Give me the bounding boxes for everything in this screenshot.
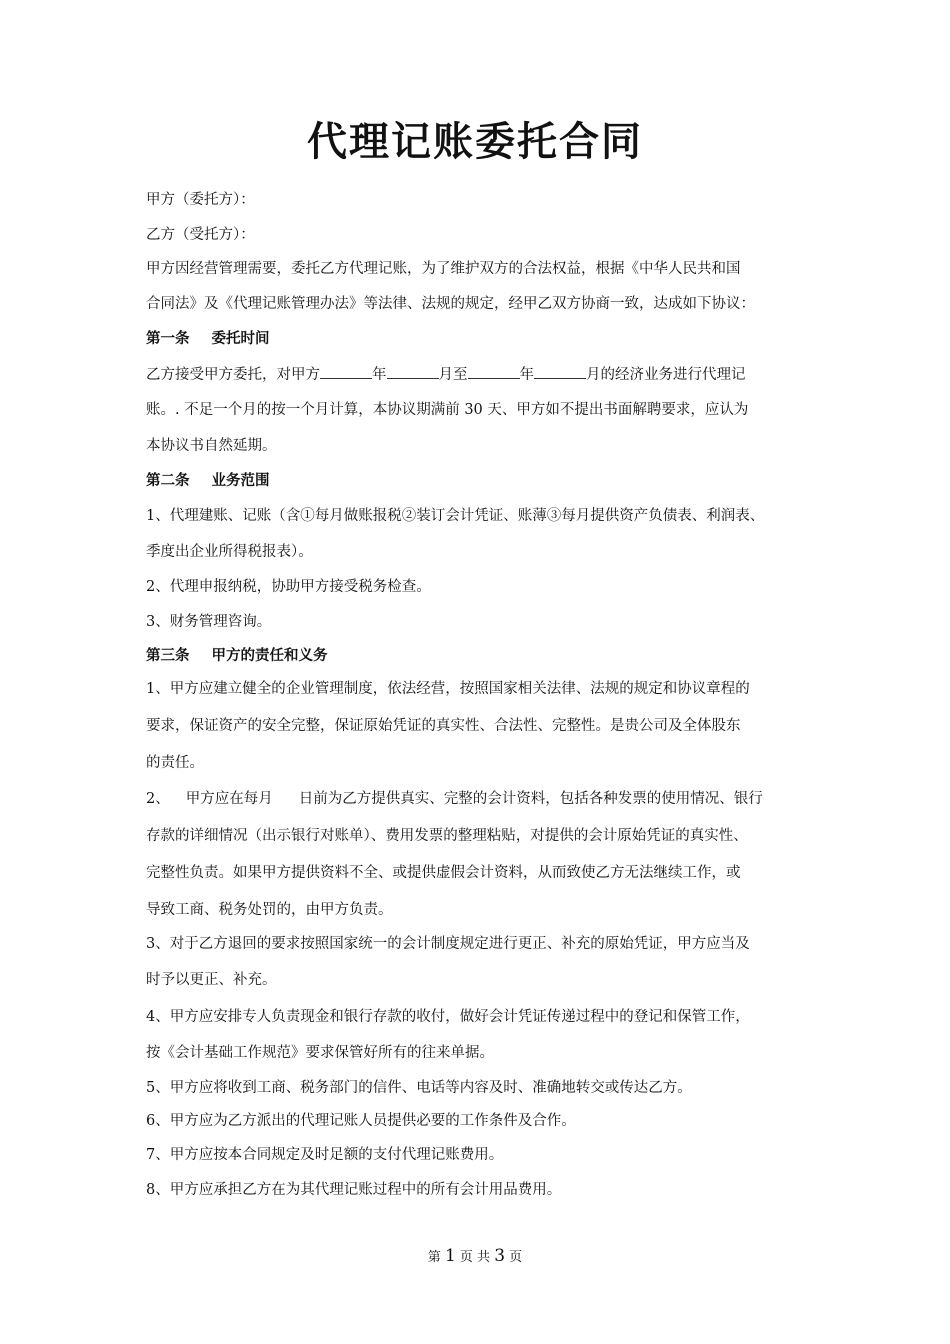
- article-3-line: 5、甲方应将收到工商、税务部门的信件、电话等内容及时、准确地转交或传达乙方。: [146, 1080, 692, 1096]
- text-fragment: 甲方应在每月: [185, 791, 273, 807]
- article-3-line: 要求，保证资产的安全完整，保证原始凭证的真实性、合法性、完整性。是贵公司及全体股东: [146, 718, 741, 734]
- text-fragment: 乙方接受甲方委托，对甲方: [146, 367, 320, 383]
- text-fragment: 月的经济业务进行代理记: [586, 367, 746, 383]
- text-fragment: 日前为乙方提供真实、完整的会计资料，包括各种发票的使用情况、银行: [298, 791, 763, 807]
- article-3-line: 完整性负责。如果甲方提供资料不全、或提供虚假会计资料，从而致使乙方无法继续工作，或: [146, 865, 741, 881]
- blank-line: [387, 364, 439, 379]
- article-3-line: 的责任。: [146, 755, 204, 771]
- footer-suffix: 页: [509, 1250, 523, 1265]
- article-3-line: 4、甲方应安排专人负责现金和银行存款的收付，做好会计凭证传递过程中的登记和保管工作，: [146, 1009, 750, 1025]
- footer-middle: 页 共: [459, 1250, 491, 1265]
- article-title: 甲方的责任和义务: [211, 647, 328, 664]
- article-2-line: 2、代理申报纳税，协助甲方接受税务检查。: [146, 579, 431, 595]
- article-title: 委托时间: [211, 330, 270, 347]
- text-fragment: 月至: [438, 367, 468, 383]
- blank-line: [468, 364, 520, 379]
- article-3-line: 8、甲方应承担乙方在为其代理记账过程中的所有会计用品费用。: [146, 1182, 562, 1198]
- article-number: 第三条: [146, 647, 190, 664]
- article-number: 第二条: [146, 472, 190, 489]
- document-title: 代理记账委托合同: [307, 118, 643, 165]
- article-2-heading: [146, 471, 270, 491]
- article-3-line: 按《会计基础工作规范》要求保管好所有的往来单据。: [146, 1045, 494, 1061]
- article-1-line: 账。. 不足一个月的按一个月计算，本协议期满前 30 天、甲方如不提出书面解聘要求，应认为: [146, 402, 749, 418]
- intro-line: 甲方因经营管理需要，委托乙方代理记账，为了维护双方的合法权益，根据《中华人民共和国: [146, 261, 741, 277]
- text-fragment: 2、: [146, 791, 170, 807]
- article-3-line: 7、甲方应按本合同规定及时足额的支付代理记账费用。: [146, 1147, 504, 1163]
- article-3-line: 6、甲方应为乙方派出的代理记账人员提供必要的工作条件及合作。: [146, 1113, 576, 1129]
- article-2-line: 1、代理建账、记账（含①每月做账报税②装订会计凭证、账薄③每月提供资产负债表、利润表、: [146, 508, 765, 524]
- article-3-line: 1、甲方应建立健全的企业管理制度，依法经营，按照国家相关法律、法规的规定和协议章程的: [146, 681, 750, 697]
- article-1-heading: [146, 329, 270, 349]
- article-2-line: 3、财务管理咨询。: [146, 614, 272, 630]
- article-3-line: 导致工商、税务处罚的，由甲方负责。: [146, 902, 393, 918]
- text-fragment: 年: [372, 367, 387, 383]
- article-number: 第一条: [146, 330, 190, 347]
- party-b-line: 乙方（受托方）：: [146, 227, 255, 243]
- text-fragment: 年: [519, 367, 534, 383]
- intro-line: 合同法》及《代理记账管理办法》等法律、法规的规定，经甲乙双方协商一致，达成如下协议：: [146, 296, 755, 312]
- article-3-heading: [146, 646, 328, 666]
- article-title: 业务范围: [211, 472, 270, 489]
- party-a-line: 甲方（委托方）：: [146, 192, 255, 208]
- article-3-line: 3、对于乙方退回的要求按照国家统一的会计制度规定进行更正、补充的原始凭证，甲方应当及: [146, 936, 750, 952]
- total-page-number: 3: [494, 1246, 506, 1266]
- blank-line: [534, 364, 586, 379]
- article-3-line: [146, 789, 763, 809]
- page-indicator: [0, 1245, 950, 1269]
- article-1-line: [146, 364, 746, 385]
- footer-prefix: 第: [427, 1250, 441, 1265]
- article-2-line: 季度出企业所得税报表）。: [146, 544, 313, 560]
- article-3-line: 存款的详细情况（出示银行对账单）、费用发票的整理粘贴，对提供的会计原始凭证的真实性、: [146, 828, 748, 844]
- article-3-line: 时予以更正、补充。: [146, 972, 277, 988]
- current-page-number: 1: [444, 1246, 456, 1266]
- article-1-line: 本协议书自然延期。: [146, 438, 277, 454]
- blank-line: [320, 364, 372, 379]
